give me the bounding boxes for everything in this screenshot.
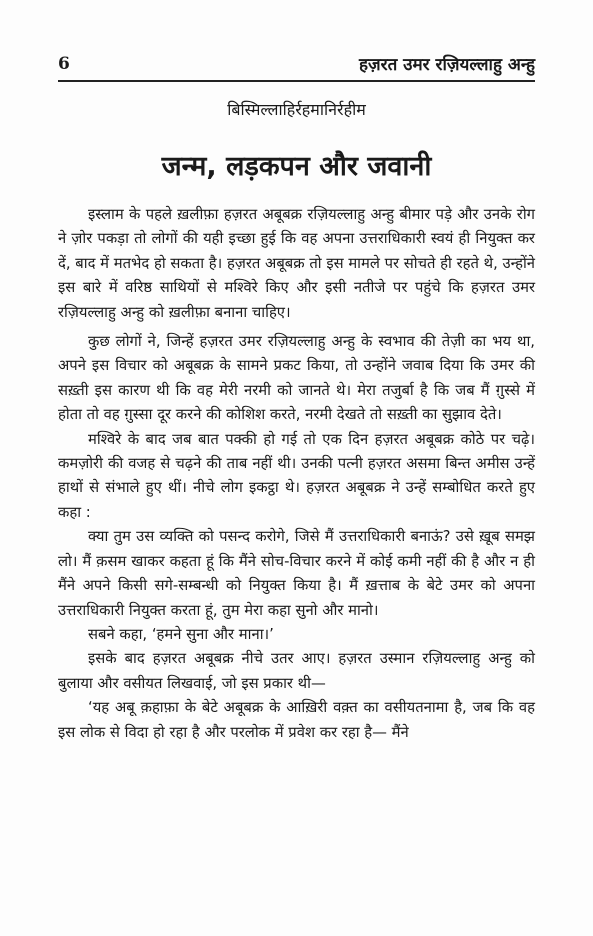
- paragraph: इसके बाद हज़रत अबूबक्र नीचे उतर आए। हज़रत उस्मान रज़ियल्लाहु अन्हु को बुलाया और वसीयत लिखवाई, जो इस प्रकार थी—: [58, 650, 535, 692]
- bismillah-heading: बिस्मिल्लाहिर्रहमानिर्रहीम: [227, 100, 366, 119]
- paragraph: क्या तुम उस व्यक्ति को पसन्द करोगे, जिसे मैं उत्तराधिकारी बनाऊं? उसे ख़ूब समझ लो। मैं क़सम खाकर कहता हूं कि मैंने सोच-विचार करने में कोई कमी नहीं की है और न ही मैंने अपने किसी सगे-सम्बन्धी को नियुक्त किया है। मैं ख़त्ताब के बेटे उमर को अपना उत्तराधिकारी नियुक्त करता हूं, तुम मेरा कहा सुनो और मानो।: [58, 528, 535, 619]
- paragraph: ‘यह अबू क़हाफ़ा के बेटे अबूबक्र के आख़िरी वक़्त का वसीयतनामा है, जब कि वह इस लोक से विदा हो रहा है और परलोक में प्रवेश कर रहा है— मैंने: [58, 699, 535, 741]
- paragraph: कुछ लोगों ने, जिन्हें हज़रत उमर रज़ियल्लाहु अन्हु के स्वभाव की तेज़ी का भय था, अपने इस विचार को अबूबक्र के सामने प्रकट किया, तो उन्होंने जवाब दिया कि उमर की सख़्ती इस कारण थी कि वह मेरी नरमी को जानते थे। मेरा तजुर्बा है कि जब मैं ग़ुस्से में होता तो वह ग़ुस्सा दूर करने की कोशिश करते, नरमी देखते तो सख़्ती का सुझाव देते।: [58, 333, 535, 424]
- paragraph: सबने कहा, ‘हमने सुना और माना।’: [88, 625, 274, 643]
- paragraph: इस्लाम के पहले ख़लीफ़ा हज़रत अबूबक्र रज़ियल्लाहु अन्हु बीमार पड़े और उनके रोग ने ज़ोर पकड़ा तो लोगों की यही इच्छा हुई कि वह अपना उत्तराधिकारी स्वयं ही नियुक्त कर दें, बाद में मतभेद हो सकता है। हज़रत अबूबक्र तो इस मामले पर सोचते ही रहते थे, उन्होंने इस बारे में वरिष्ठ साथियों से मश्विरे किए और इसी नतीजे पर पहुंचे कि हज़रत उमर रज़ियल्लाहु अन्हु को ख़लीफ़ा बनाना चाहिए।: [58, 206, 535, 321]
- body-text: [58, 203, 535, 745]
- paragraph: मश्विरे के बाद जब बात पक्की हो गई तो एक दिन हज़रत अबूबक्र कोठे पर चढ़े। कमज़ोरी की वजह से चढ़ने की ताब नहीं थी। उनकी पत्नी हज़रत असमा बिन्त अमीस उन्हें हाथों से संभाले हुए थीं। नीचे लोग इकट्ठा थे। हज़रत अबूबक्र ने उन्हें सम्बोधित करते हुए कहा :: [58, 430, 535, 521]
- page-number: 6: [58, 54, 70, 74]
- page-header: [58, 50, 535, 82]
- chapter-title: जन्म, लड़कपन और जवानी: [161, 151, 432, 182]
- running-title: हज़रत उमर रज़ियल्लाहु अन्हु: [358, 55, 535, 75]
